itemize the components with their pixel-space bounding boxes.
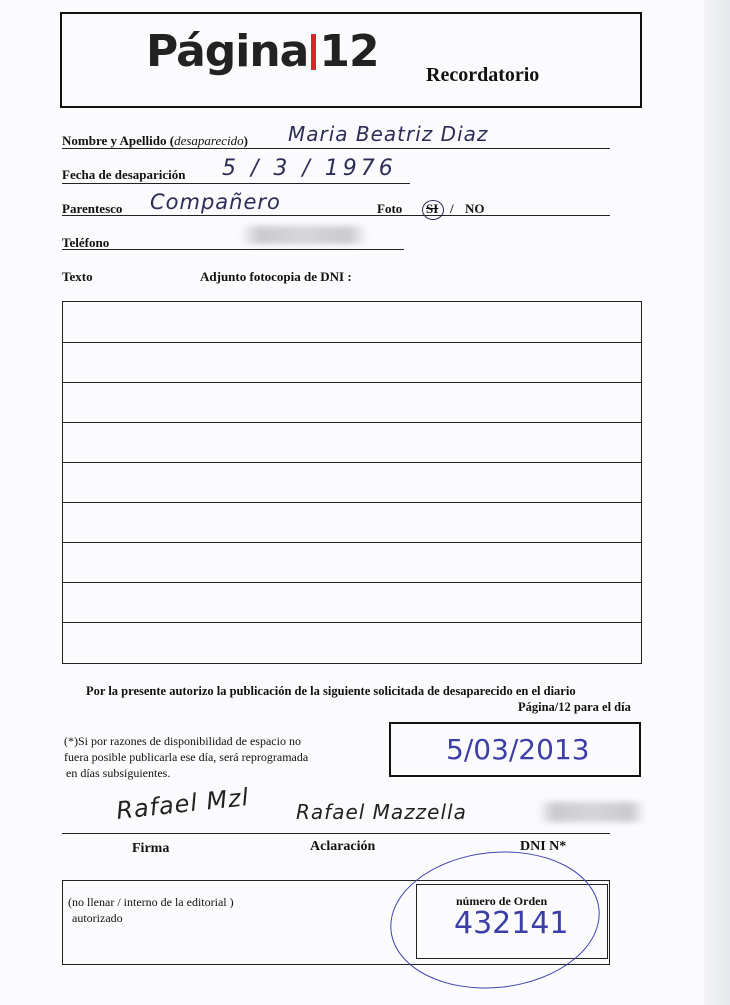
grid-line — [63, 342, 641, 343]
clarification-value[interactable]: Rafael Mazzella — [296, 800, 467, 824]
authorization-line-2: Página/12 para el día — [518, 700, 631, 714]
grid-line — [63, 622, 641, 623]
dni-label: DNI N* — [520, 839, 567, 854]
name-label-italic: desaparecido — [174, 133, 244, 148]
grid-line — [63, 422, 641, 423]
grid-line — [63, 382, 641, 383]
note-line-3: en días subsiguientes. — [66, 766, 171, 780]
firma-label: Firma — [132, 841, 170, 856]
disappearance-date-value[interactable]: 5 / 3 / 1976 — [222, 156, 397, 181]
note-line-1: (*)Si por razones de disponibilidad de espacio no — [64, 734, 301, 748]
name-value[interactable]: Maria Beatriz Diaz — [288, 122, 489, 146]
text-label: Texto — [62, 269, 93, 284]
grid-line — [63, 582, 641, 583]
authorization-line-1: Por la presente autorizo la publicación de la siguiente solicitada de desaparecido en el diario — [86, 684, 576, 698]
editorial-note: (no llenar / interno de la editorial ) — [68, 895, 234, 909]
name-label-text: Nombre y Apellido ( — [62, 133, 175, 148]
phone-line — [62, 249, 404, 250]
grid-line — [63, 542, 641, 543]
order-label: número de Orden — [456, 894, 548, 908]
photo-si-circle — [422, 200, 444, 220]
redacted-dni — [538, 802, 646, 822]
photo-separator: / — [450, 201, 454, 216]
phone-label: Teléfono — [62, 235, 110, 250]
photo-no-option[interactable]: NO — [465, 201, 485, 216]
form-title: Recordatorio — [426, 64, 540, 86]
authorized-label: autorizado — [72, 911, 123, 925]
grid-line — [63, 462, 641, 463]
grid-line — [63, 502, 641, 503]
relation-value[interactable]: Compañero — [150, 190, 281, 214]
signature-line — [62, 833, 610, 834]
aclaracion-label: Aclaración — [310, 839, 376, 854]
name-line — [62, 148, 610, 149]
ink-oval-mark — [383, 841, 606, 998]
publication-date-value[interactable]: 5/03/2013 — [446, 733, 590, 766]
relation-label: Parentesco — [62, 201, 123, 216]
photo-si-option[interactable]: SI — [426, 201, 439, 216]
logo-bar — [311, 34, 316, 70]
dni-copy-label: Adjunto fotocopia de DNI : — [200, 269, 352, 284]
photo-label: Foto — [377, 201, 403, 216]
note-line-2: fuera posible publicarla ese día, será reprogramada — [64, 750, 309, 764]
paper-edge — [704, 0, 730, 1005]
logo-text-left: Página — [146, 26, 309, 77]
date-line — [62, 183, 410, 184]
handwritten-signature: Rafael Mzl — [114, 783, 251, 825]
date-label: Fecha de desaparición — [62, 167, 186, 182]
name-label-close: ) — [243, 133, 248, 148]
name-label — [62, 133, 248, 149]
pagina12-logo — [146, 26, 379, 77]
text-area-grid[interactable] — [62, 301, 642, 664]
order-number-value[interactable]: 432141 — [454, 906, 569, 941]
relation-line — [62, 215, 610, 216]
redacted-phone — [240, 226, 368, 244]
logo-text-right: 12 — [319, 26, 379, 77]
